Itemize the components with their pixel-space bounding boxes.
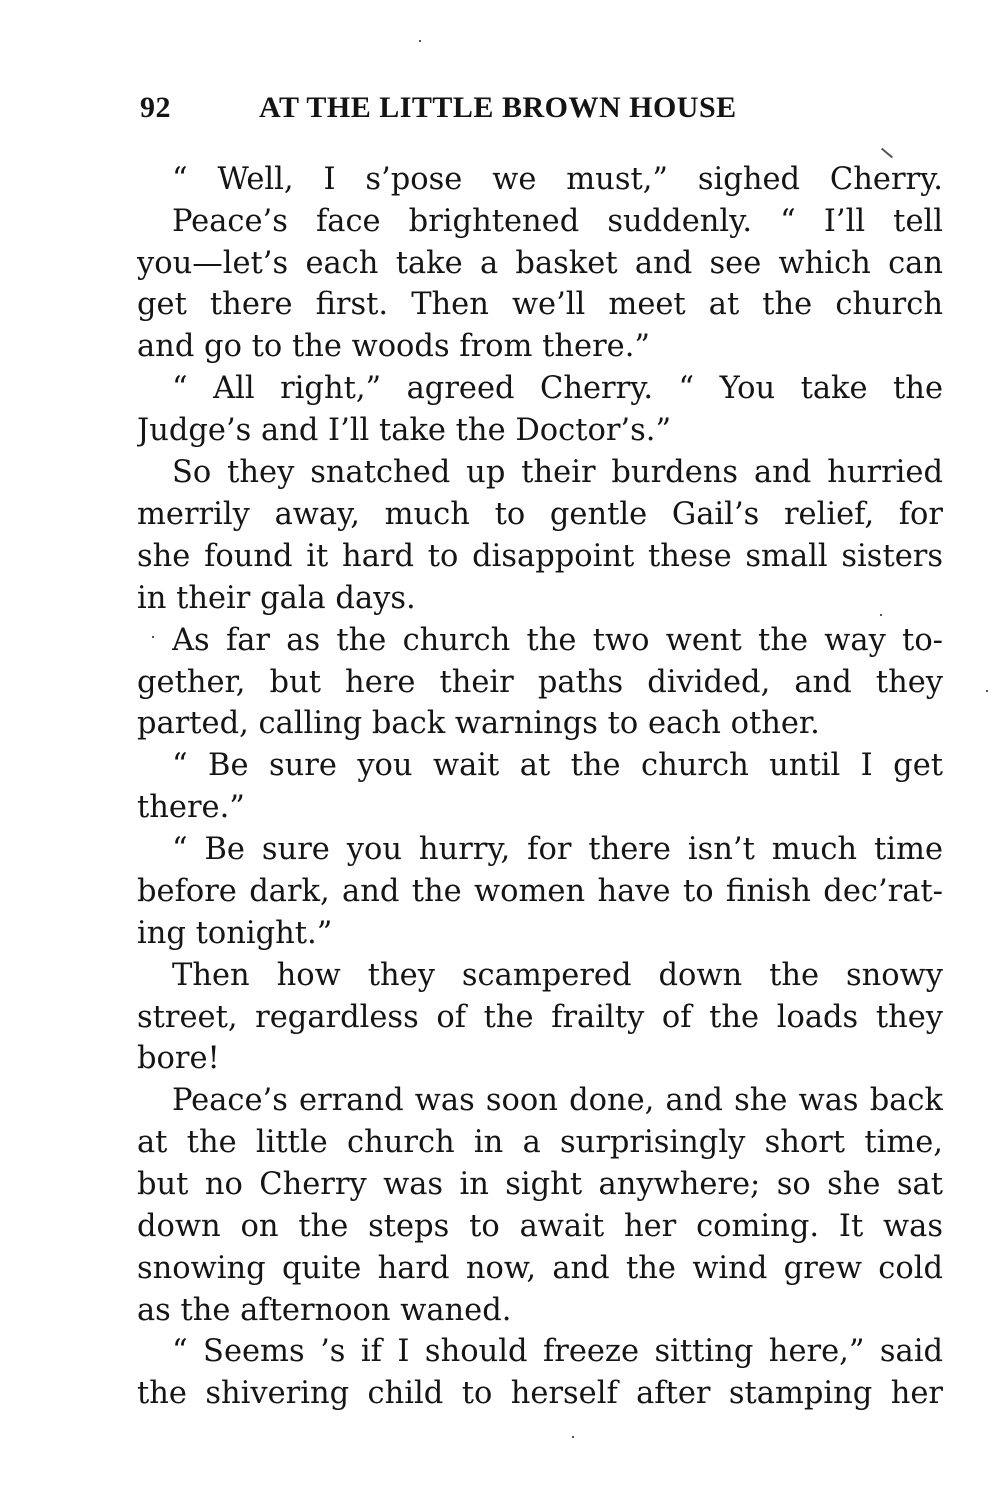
text-line: before dark, and the women have to finish dec’rat-: [137, 874, 943, 909]
text-line: Peace’s face brightened suddenly. “ I’ll tell: [172, 204, 943, 239]
print-speck: [419, 40, 421, 42]
text-line: merrily away, much to gentle Gail’s relief, for: [137, 497, 943, 532]
print-speck: [880, 614, 882, 616]
text-line: bore!: [137, 1041, 220, 1076]
text-line: gether, but here their paths divided, and they: [137, 665, 943, 700]
page-header: [140, 86, 830, 130]
text-line: get there first. Then we’ll meet at the church: [137, 287, 943, 322]
text-line: “ Well, I s’pose we must,” sighed Cherry.: [172, 162, 943, 197]
text-line: So they snatched up their burdens and hurried: [172, 455, 943, 490]
text-line: Judge’s and I’ll take the Doctor’s.”: [137, 413, 672, 448]
text-line: street, regardless of the frailty of the loads they: [137, 1000, 943, 1035]
page-number: 92: [140, 91, 171, 124]
running-head: AT THE LITTLE BROWN HOUSE: [259, 91, 737, 124]
text-line: there.”: [137, 790, 245, 825]
print-speck: [986, 690, 988, 692]
text-line: down on the steps to await her coming. It was: [137, 1209, 943, 1244]
text-line: she found it hard to disappoint these small sisters: [137, 539, 943, 574]
text-line: the shivering child to herself after stamping her: [137, 1376, 943, 1411]
print-speck: [572, 1436, 574, 1438]
text-line: snowing quite hard now, and the wind grew cold: [137, 1251, 943, 1286]
text-line: but no Cherry was in sight anywhere; so she sat: [137, 1167, 943, 1202]
text-line: “ All right,” agreed Cherry. “ You take the: [172, 371, 943, 406]
text-line: “ Be sure you hurry, for there isn’t much time: [172, 832, 943, 867]
text-line: Then how they scampered down the snowy: [172, 958, 943, 993]
text-line: “ Seems ’s if I should freeze sitting here,” said: [172, 1334, 943, 1369]
text-line: “ Be sure you wait at the church until I get: [172, 748, 943, 783]
text-line: as the afternoon waned.: [137, 1293, 512, 1328]
text-line: parted, calling back warnings to each other.: [137, 706, 820, 741]
print-speck: [152, 636, 154, 638]
text-line: you—let’s each take a basket and see which can: [137, 246, 943, 281]
text-line: As far as the church the two went the way to-: [172, 623, 943, 658]
text-line: in their gala days.: [137, 581, 416, 616]
text-line: Peace’s errand was soon done, and she was back: [172, 1083, 943, 1118]
text-line: ing tonight.”: [137, 916, 333, 951]
print-speck: [881, 148, 893, 159]
text-line: at the little church in a surprisingly short time,: [137, 1125, 943, 1160]
text-line: and go to the woods from there.”: [137, 329, 651, 364]
